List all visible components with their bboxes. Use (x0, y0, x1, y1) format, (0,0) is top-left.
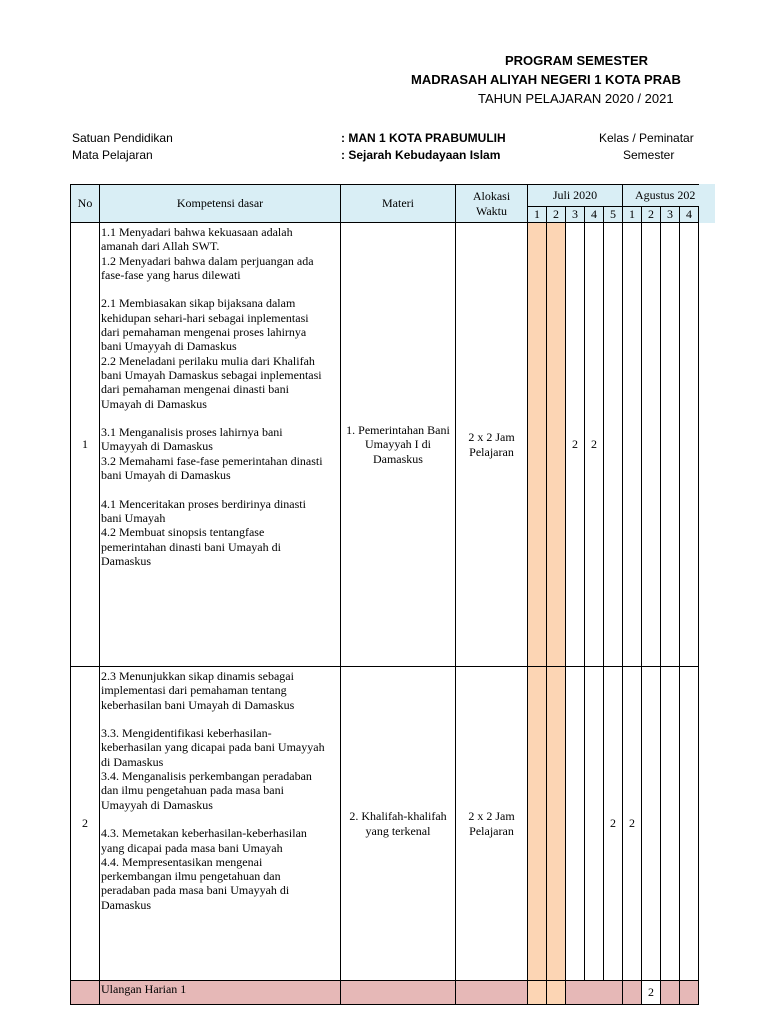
ulangan-week-agustus-1 (622, 980, 642, 1005)
ulangan-materi (340, 980, 456, 1005)
row-week-juli-4: 2 (584, 222, 604, 667)
row-week-agustus-1 (622, 222, 642, 667)
row-no: 2 (70, 666, 100, 981)
header-fill-overflow (699, 184, 715, 223)
week-agustus-1: 1 (622, 206, 642, 223)
title-school-name: MADRASAH ALIYAH NEGERI 1 KOTA PRAB (411, 72, 681, 87)
row-week-juli-1 (527, 222, 547, 667)
ulangan-week-juli-3 (565, 980, 585, 1005)
row-week-agustus-4 (679, 222, 699, 667)
satuan-pendidikan-label: Satuan Pendidikan (72, 131, 173, 145)
row-alokasi-waktu: 2 x 2 Jam Pelajaran (455, 666, 528, 981)
week-juli-2: 2 (546, 206, 566, 223)
row-week-juli-2 (546, 666, 566, 981)
week-agustus-4: 4 (679, 206, 699, 223)
row-week-juli-5 (603, 222, 623, 667)
ulangan-week-agustus-4 (679, 980, 699, 1005)
week-juli-4: 4 (584, 206, 604, 223)
week-juli-1: 1 (527, 206, 547, 223)
header-alokasi-waktu: Alokasi Waktu (455, 184, 528, 223)
row-week-agustus-3 (660, 222, 680, 667)
title-program-semester: PROGRAM SEMESTER (505, 53, 649, 68)
week-agustus-3: 3 (660, 206, 680, 223)
kelas-peminatan-label: Kelas / Peminatar (599, 131, 694, 145)
header-month-juli: Juli 2020 (527, 184, 623, 207)
header-month-agustus: Agustus 202 (622, 184, 700, 207)
row-materi: 2. Khalifah-khalifah yang terkenal (340, 666, 456, 981)
row-week-juli-2 (546, 222, 566, 667)
ulangan-label: Ulangan Harian 1 (99, 980, 341, 1005)
title-academic-year: TAHUN PELAJARAN 2020 / 2021 (478, 91, 674, 106)
ulangan-alokasi (455, 980, 528, 1005)
row-week-agustus-2 (641, 222, 661, 667)
row-kompetensi-dasar: 2.3 Menunjukkan sikap dinamis sebagai implementasi dari pemahaman tentang keberhasilan bani Umayah di Damaskus 3.3. Mengidentifikasi keberhasilan- keberhasilan yang dicapai pada bani Umayyah di Damaskus 3.4. Menganalisis perkembangan peradaban dan ilmu pengetahuan pada masa bani Umayyah di Damaskus 4.3. Memetakan keberhasilan-keberhasilan yang dicapai pada masa bani Umayah 4.4. Mempresentasikan mengenai perkembangan ilmu pengetahuan dan peradaban pada masa bani Umayyah di Damaskus (99, 666, 341, 981)
mata-pelajaran-value: : Sejarah Kebudayaan Islam (341, 148, 501, 162)
row-week-agustus-4 (679, 666, 699, 981)
row-week-agustus-3 (660, 666, 680, 981)
satuan-pendidikan-value: : MAN 1 KOTA PRABUMULIH (341, 131, 506, 145)
row-week-juli-5: 2 (603, 666, 623, 981)
row-week-juli-4 (584, 666, 604, 981)
week-juli-5: 5 (603, 206, 623, 223)
ulangan-week-juli-4-5 (584, 980, 623, 1005)
row-week-agustus-1: 2 (622, 666, 642, 981)
row-week-juli-3 (565, 666, 585, 981)
ulangan-week-agustus-2: 2 (641, 980, 661, 1005)
ulangan-week-agustus-3 (660, 980, 680, 1005)
ulangan-no (70, 980, 100, 1005)
row-no: 1 (70, 222, 100, 667)
header-kompetensi-dasar: Kompetensi dasar (99, 184, 341, 223)
header-materi: Materi (340, 184, 456, 223)
ulangan-week-juli-2 (546, 980, 566, 1005)
row-kompetensi-dasar: 1.1 Menyadari bahwa kekuasaan adalah amanah dari Allah SWT. 1.2 Menyadari bahwa dalam perjuangan ada fase-fase yang harus dilewati 2.1 Membiasakan sikap bijaksana dalam kehidupan sehari-hari sebagai inplementasi dari pemahaman mengenai proses lahirnya bani Umayyah di Damaskus 2.2 Meneladani perilaku mulia dari Khalifah bani Umayah Damaskus sebagai inplementasi dari pemahaman mengenai dinasti bani Umayah di Damaskus 3.1 Menganalisis proses lahirnya bani Umayyah di Damaskus 3.2 Memahami fase-fase pemerintahan dinasti bani Umayah di Damaskus 4.1 Menceritakan proses berdirinya dinasti bani Umayah 4.2 Membuat sinopsis tentangfase pemerintahan dinasti bani Umayah di Damaskus (99, 222, 341, 667)
row-week-juli-1 (527, 666, 547, 981)
week-juli-3: 3 (565, 206, 585, 223)
semester-label: Semester (623, 148, 675, 162)
ulangan-week-juli-1 (527, 980, 547, 1005)
row-alokasi-waktu: 2 x 2 Jam Pelajaran (455, 222, 528, 667)
row-materi: 1. Pemerintahan Bani Umayyah I di Damaskus (340, 222, 456, 667)
week-agustus-2: 2 (641, 206, 661, 223)
row-week-juli-3: 2 (565, 222, 585, 667)
row-week-agustus-2 (641, 666, 661, 981)
mata-pelajaran-label: Mata Pelajaran (72, 148, 153, 162)
header-no: No (70, 184, 100, 223)
